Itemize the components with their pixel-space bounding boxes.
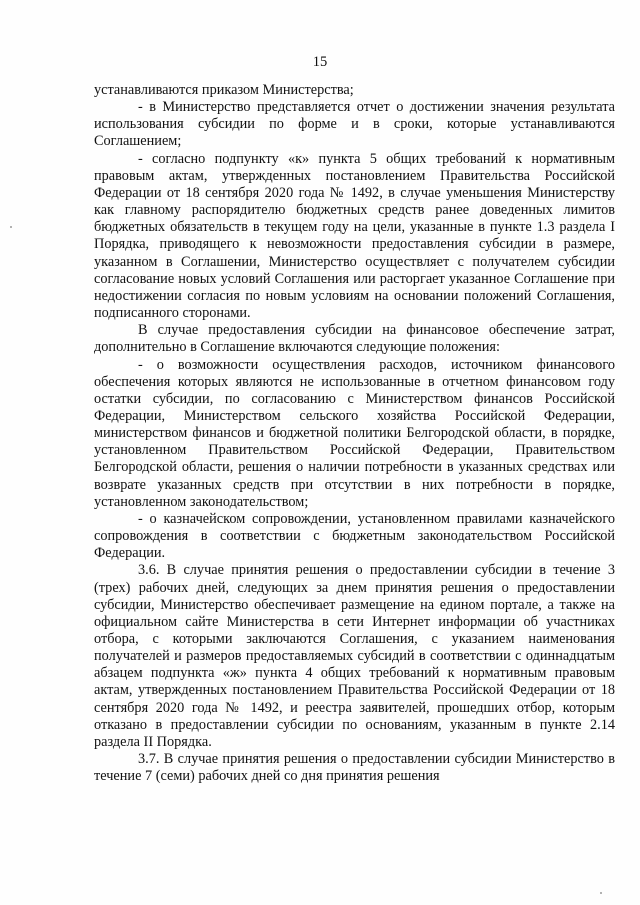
paragraph-subparagraph-k: - согласно подпункту «к» пункта 5 общих требований к нормативным правовым актам, утвержденных постановлением Правительства Российской Федерации от 18 сентября 2020 года № 1492, в случае уменьшения Министерству как главному распорядителю бюджетных средств ранее доведенных лимитов бюджетных обязательств в текущем году на цели, указанные в пункте 1.3 раздела I Порядка, приводящего к невозможности предоставления субсидии в размере, указанном в Соглашении, Министерство осуществляет с получателем субсидии согласование новых условий Соглашения или расторгает указанное Соглашение при недостижении согласия по новым условиям на основании положений Соглашения, подписанного сторонами. [94, 150, 615, 322]
scan-speck [10, 226, 12, 228]
paragraph-unused-balances: - о возможности осуществления расходов, источником финансового обеспечения которых являются не использованные в отчетном финансовом году остатки субсидии, по согласованию с Министерством финансов Российской Федерации, Министерством сельского хозяйства Российской Федерации, министерством финансов и бюджетной политики Белгородской области, в порядке, установленном Правительством Российской Федерации, Правительством Белгородской области, решения о наличии потребности в указанных средствах или возврате указанных средств при отсутствии в них потребности в порядке, установленном законодательством; [94, 356, 615, 510]
paragraph-treasury-support: - о казначейском сопровождении, установленном правилами казначейского сопровождения в соответствии с бюджетным законодательством Российской Федерации. [94, 510, 615, 562]
page-number: 15 [312, 54, 328, 70]
paragraph-report-requirement: - в Министерство представляется отчет о достижении значения результата использования субсидии по форме и в сроки, которые устанавливаются Соглашением; [94, 99, 615, 150]
paragraph-financial-support-intro: В случае предоставления субсидии на финансовое обеспечение затрат, дополнительно в Соглашение включаются следующие положения: [94, 322, 615, 356]
paragraph-continuation: устанавливаются приказом Министерства; [94, 82, 354, 98]
scan-speck [600, 892, 602, 894]
paragraph-section-3-6: 3.6. В случае принятия решения о предоставлении субсидии в течение 3 (трех) рабочих дней, следующих за днем принятия решения о предоставлении субсидии, Министерство обеспечивает размещение на едином портале, а также на официальном сайте Министерства в сети Интернет информации об участниках отбора, с которыми заключаются Соглашения, с указанием наименования получателей и размеров предоставляемых субсидий в соответствии с одиннадцатым абзацем подпункта «ж» пункта 4 общих требований к нормативным правовым актам, утвержденных постановлением Правительства Российской Федерации от 18 сентября 2020 года № 1492, и реестра заявителей, прошедших отбор, которым отказано в предоставлении субсидии по основаниям, указанным в пункте 2.14 раздела II Порядка. [94, 562, 615, 750]
paragraph-section-3-7: 3.7. В случае принятия решения о предоставлении субсидии Министерство в течение 7 (семи) рабочих дней со дня принятия решения [94, 751, 615, 785]
document-body [94, 82, 615, 785]
